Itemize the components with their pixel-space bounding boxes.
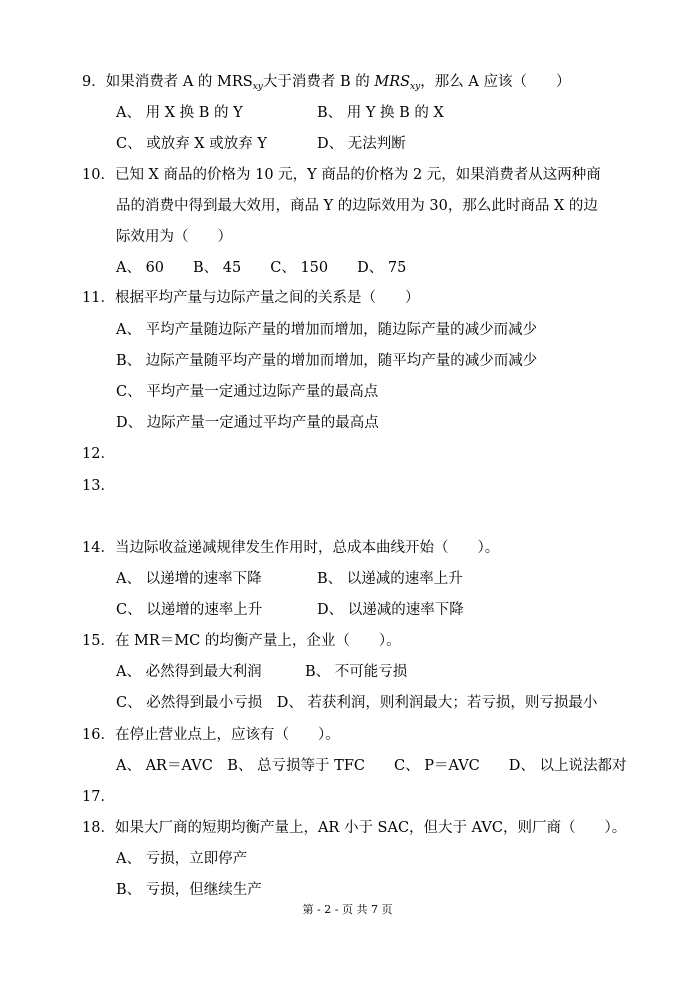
question-12: 12． <box>82 446 115 462</box>
question-18-stem: 18．如果大厂商的短期均衡产量上，AR 小于 SAC，但大于 AVC，则厂商（ ）。 <box>82 820 627 836</box>
q16-options: A、 AR＝AVC B、 总亏损等于 TFC C、 P＝AVC D、 以上说法都对 <box>116 758 627 774</box>
q14-option-c: C、 以递增的速率上升 <box>116 602 263 618</box>
q9-mrs-italic: MRS <box>374 74 411 90</box>
q18-option-a: A、 亏损，立即停产 <box>116 851 248 867</box>
question-10-line1: 10．已知 X 商品的价格为 10 元，Y 商品的价格为 2 元，如果消费者从这两种商 <box>82 167 601 183</box>
q9-option-b: B、 用 Y 换 B 的 X <box>317 105 444 121</box>
question-16-stem: 16．在停止营业点上，应该有（ ）。 <box>82 727 340 743</box>
q18-option-b: B、 亏损，但继续生产 <box>116 882 262 898</box>
q15-option-cd: C、 必然得到最小亏损 D、 若获利润，则利润最大；若亏损，则亏损最小 <box>116 695 598 711</box>
q9-stem-part: ，那么 A 应该（ ） <box>420 74 571 90</box>
question-15-stem: 15．在 MR＝MC 的均衡产量上，企业（ ）。 <box>82 633 401 649</box>
q9-subscript: xy <box>410 82 421 92</box>
q9-option-d: D、 无法判断 <box>317 136 406 152</box>
q11-option-b: B、 边际产量随平均产量的增加而增加，随平均产量的减少而减少 <box>116 353 538 369</box>
q10-options: A、 60 B、 45 C、 150 D、 75 <box>116 260 407 276</box>
question-10-line3: 际效用为（ ） <box>116 229 232 245</box>
question-11-stem: 11．根据平均产量与边际产量之间的关系是（ ） <box>82 290 420 306</box>
q9-stem-part: 大于消费者 B 的 <box>262 74 375 90</box>
q14-option-a: A、 以递增的速率下降 <box>116 571 262 587</box>
question-13: 13． <box>82 478 115 494</box>
q9-stem-part: 9．如果消费者 A 的 MRS <box>82 74 253 90</box>
q11-option-c: C、 平均产量一定通过边际产量的最高点 <box>116 384 379 400</box>
question-10-line2: 品的消费中得到最大效用，商品 Y 的边际效用为 30，那么此时商品 X 的边 <box>116 198 598 214</box>
q14-option-b: B、 以递减的速率上升 <box>317 571 463 587</box>
q9-option-a: A、 用 X 换 B 的 Y <box>116 105 243 121</box>
question-9-stem <box>82 72 570 97</box>
q15-option-a: A、 必然得到最大利润 <box>116 664 262 680</box>
question-14-stem: 14．当边际收益递减规律发生作用时，总成本曲线开始（ ）。 <box>82 540 500 556</box>
q11-option-a: A、 平均产量随边际产量的增加而增加，随边际产量的减少而减少 <box>116 322 538 338</box>
q11-option-d: D、 边际产量一定通过平均产量的最高点 <box>116 415 379 431</box>
q9-option-c: C、 或放弃 X 或放弃 Y <box>116 136 267 152</box>
question-17: 17． <box>82 789 115 805</box>
page-footer: 第 - 2 - 页 共 7 页 <box>302 903 393 916</box>
q9-subscript: xy <box>252 82 263 92</box>
q14-option-d: D、 以递减的速率下降 <box>317 602 464 618</box>
q15-option-b: B、 不可能亏损 <box>305 664 408 680</box>
